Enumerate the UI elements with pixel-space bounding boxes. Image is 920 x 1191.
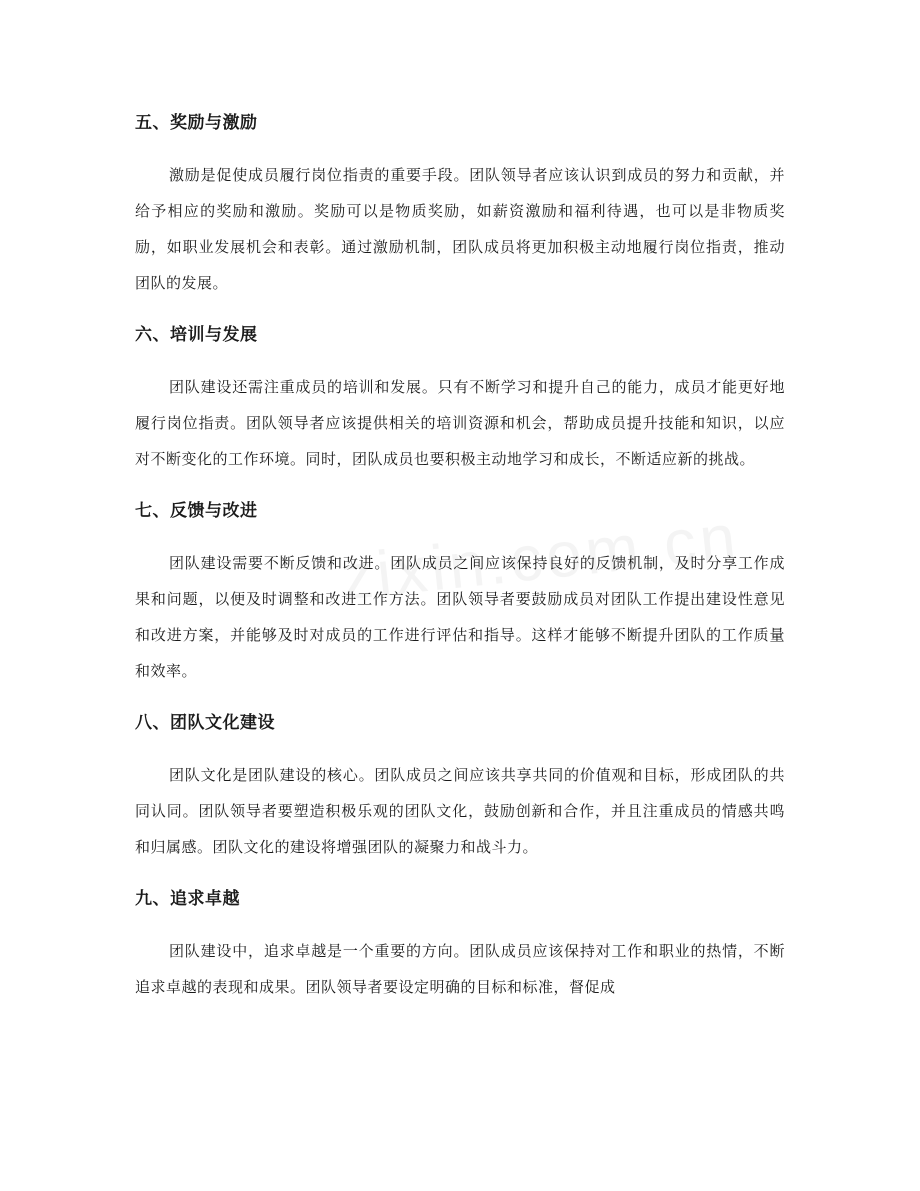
section-paragraph: 团队文化是团队建设的核心。团队成员之间应该共享共同的价值观和目标，形成团队的共同认同。团队领导者要塑造积极乐观的团队文化，鼓励创新和合作，并且注重成员的情感共鸣和归属感。团队文化的建设将增强团队的凝聚力和战斗力。 bbox=[135, 766, 785, 856]
section-title: 七、反馈与改进 bbox=[135, 501, 258, 521]
section-title: 五、奖励与激励 bbox=[135, 113, 258, 133]
section-title: 八、团队文化建设 bbox=[135, 713, 275, 733]
section-paragraph: 团队建设还需注重成员的培训和发展。只有不断学习和提升自己的能力，成员才能更好地履行岗位指责。团队领导者应该提供相关的培训资源和机会，帮助成员提升技能和知识，以应对不断变化的工作环境。同时，团队成员也要积极主动地学习和成长，不断适应新的挑战。 bbox=[135, 378, 785, 468]
section-title: 九、追求卓越 bbox=[135, 889, 240, 909]
document-content bbox=[135, 105, 785, 1021]
section-paragraph: 激励是促使成员履行岗位指责的重要手段。团队领导者应该认识到成员的努力和贡献，并给予相应的奖励和激励。奖励可以是物质奖励，如薪资激励和福利待遇，也可以是非物质奖励，如职业发展机会和表彰。通过激励机制，团队成员将更加积极主动地履行岗位指责，推动团队的发展。 bbox=[135, 166, 785, 292]
section-paragraph: 团队建设中，追求卓越是一个重要的方向。团队成员应该保持对工作和职业的热情，不断追求卓越的表现和成果。团队领导者要设定明确的目标和标准，督促成 bbox=[135, 942, 785, 996]
section-paragraph: 团队建设需要不断反馈和改进。团队成员之间应该保持良好的反馈机制，及时分享工作成果和问题，以便及时调整和改进工作方法。团队领导者要鼓励成员对团队工作提出建设性意见和改进方案，并能够及时对成员的工作进行评估和指导。这样才能够不断提升团队的工作质量和效率。 bbox=[135, 554, 785, 680]
section-title: 六、培训与发展 bbox=[135, 325, 258, 345]
